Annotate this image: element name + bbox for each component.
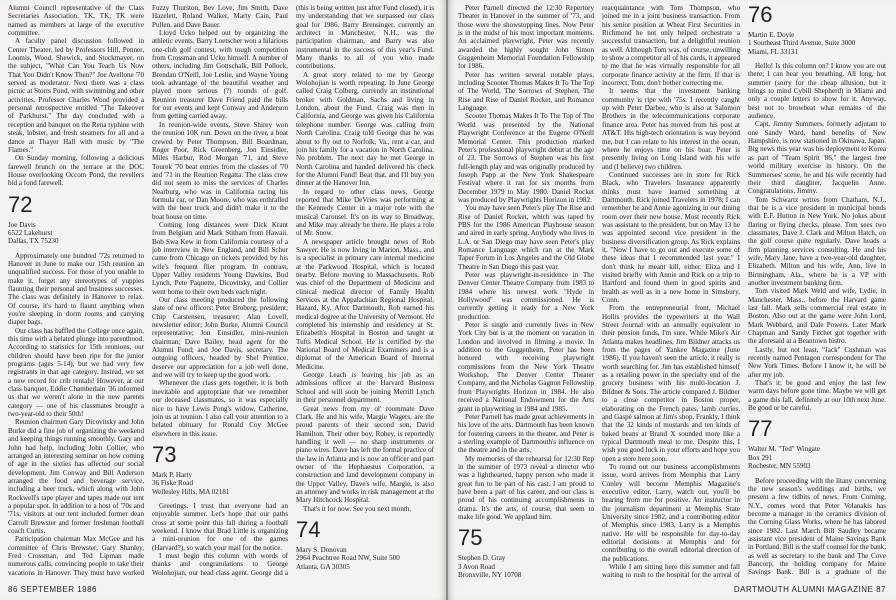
paragraph: Capt. Jimmy Summers, formerly adjutant to one Sandy Ward, hand benefits of New Hampshire, is now stationed in Okinawa, Japan. Big news this year was his deployment to Korea as part of "Team Spirit '86," the largest free world military exercise in history. On the Summerses' scene, he and his wife recently had their third daughter, Jacquelin Anne. Congratulations, Jimmy. [748, 120, 886, 196]
paragraph: Hello! Is this column on? I know you are out there; I can hear you breathing. All long, hot summer (sorry for the cheap allusion, but it brings to mind Cybill Shepherd) in Miami and only a couple letters to show for it. Anyway, best not to browbeat what remains of the audience. [748, 62, 886, 121]
right-column-2 [602, 4, 740, 578]
address-line: Stephen D. Gray [458, 554, 506, 563]
left-column-3 [296, 4, 434, 578]
paragraph: Fuzzy Thurston, Bev Love, Jim Smith, Dave Hazelett, Roland Walker, Marty Cain, Paul Pullen, and Dave Bauer. [152, 4, 288, 29]
address-line: 1 Southeast Third Avenue, Suite 3000 [748, 39, 856, 48]
paragraph: While I am sitting here this summer and fall waiting to rush to the hospital for the arrival of [602, 563, 740, 578]
paragraph: Tom Schwartz writes from Chatham, N.J., that he is a vice president in municipal bonds with E.F. Hutton in New York. No jokes about flaring or flying checks, please. Tom sees two classmates, Dave J. Clark and Milton Hatch, on the golf course quite regularly. Dave heads a firm planning services consulting. He and his wife, Mary Jane, have a two-year-old daughter, Elizabeth. Milton and his wife, Ann, live in Birmingham, Ala., where he is a VP with another investment banking firm. [748, 195, 886, 287]
right-folio: DARTMOUTH ALUMNI MAGAZINE 87 [733, 585, 886, 594]
class-75-address [458, 554, 594, 578]
col3-intro [296, 4, 434, 513]
paragraph: Lastly, but not least, "Jack" Cushman was recently named Pentagon correspondent for The New York Times. Before I know it, he will be after my job. [748, 345, 886, 379]
paragraph: A newspaper article brought news of Rob Sawyer. He is now living in Marion, Mass., and is a specialist in primary care internal medicine at the Parkwood Hospital, which is located nearby. Before moving to Massachusetts, Rob was chief of the Department of Medicine and clinical medical director of Family Health Services at the Appalachian Regional Hospital, Hazard, Ky. After Dartmouth, Rob earned his medical degree at the University of Vermont. He completed his internship and residency at St. Elizabeth's Hospital in Boston and taught at Tufts Medical School. He is certified by the National Board of Medical Examiners and is a diplomat of the American Board of Internal Medicine. [296, 237, 434, 371]
class-73-notes [152, 502, 288, 578]
paragraph: Alumni Council representative of the Class Secretaries Association. TK, TK, TK were named as members at large of the executive committee. [8, 4, 144, 38]
address-line: 3 Avon Road [458, 562, 495, 571]
paragraph: Peter Parnell has made great achievements in his love of the arts. Dartmouth has been known for fostering careers in the theater, and Peter is a sterling example of Dartmouth's influence on the theatre and in the arts. [458, 412, 594, 455]
paragraph: In regard to other class news, George reported that Mike DeVries was performing at the Kennedy Center in a major role with the musical Carousel. It's on its way to Broadway, and Mike may already be there. He plays a role of Mr. Snow. [296, 187, 434, 238]
class-number-76: 76 [748, 4, 773, 27]
left-column-2 [152, 4, 288, 578]
rcol1-intro [458, 4, 594, 521]
paragraph: Approximately one hundred '72s returned to Hanover in June to make our 15th reunion an unqualified success. For those of you unable to make it, forget any stereotypes of yuppies flaunting their personal and business successes. The class was definitely in Hanover to relax. Of course, it's hard to flaunt anything when you're sleeping in dorm rooms and carrying diaper bags. [8, 251, 144, 327]
left-folio: 86 SEPTEMBER 1986 [8, 585, 97, 594]
class-number-77: 77 [748, 416, 773, 442]
paragraph: reacquaintance with Tom Thompson, who joined me in a joint business transaction. From his senior position at Wheat First Securities in Richmond he not only helped orchestrate a successful transaction, but a delightful reunion as well. Although Tom was, of course, unwilling to show a competitor all of his cards, it appeared to me that he was virtually responsible for all corporate finance activity at the firm. If that is incorrect, Tom, don't bother correcting me. [602, 4, 740, 88]
paragraph: Peter Parnell directed the 12:30 Repertory Theater in Hanover in the summer of '73, and those were the showstopping lines. Now Peter is in the midst of his most important moments. An acclaimed playwright, Peter was recently awarded the highly sought John Simon Guggenheim Memorial Foundation Fellowship for 1986. [458, 4, 594, 71]
class-number-75: 75 [458, 525, 483, 551]
paragraph: Our class meeting produced the following slate of new officers: Peter Broberg, president; Chip Carstensen, treasurer; Alan Lovell, newsletter editor; John Burke, Alumni Council representative; Jon Einsidler, mini-reunion chairman; Dave Bailey, head agent for the Alumni Fund; and Joe Davis, secretary. The outgoing officers, headed by Shel Prentice, deserve our appreciation for a job well done, and we will try to keep up the good work. [152, 296, 288, 380]
class-73-address [152, 471, 288, 496]
left-column-1 [8, 4, 144, 578]
class-76-notes [748, 62, 886, 412]
rcol2-body [602, 4, 740, 578]
paragraph [296, 577, 434, 578]
class-74-address [296, 546, 434, 571]
paragraph: Before proceeding with the litany concerning the new season's weddings and births, we present a few tidbits of news. From Corning, N.Y., comes word that Peter Volanakis has become a manager in the ceramics division of the Corning Glass Works, where he has labored since 1982. Last March Bill Saudley became assistant vice president of Maine Savings Bank in Portland. Bill is the staff counsel for the bank, as well as secretary to the bank and The Cove Bancorp, the holding company for Maine Savings Bank. Bill is a graduate of the [748, 476, 886, 577]
paragraph: A faculty panel discussion followed in Center Theater, led by Professors Hill, Penner, Loomis, Wood, Shewick, and Stockmayer, on the subject, "What Can You Teach Us Now That You Didn't Know Then?" Joe Avellone '70 served as moderator. Next there was a class picnic at Storrs Pond, with swimming and other activities. Professor Charles Wood provided a personal retrospective entitled "The Takeover of Parkhurst." The day concluded with a reception and banquet on the Rena typhine with steak, lobster, and fresh steamers for all and a dance at Thayer Hall with music by "The Flames." [8, 37, 144, 154]
paragraph: Coming long distances were Dick Krant from Belgium and Mark Stitham from Hawaii. Bob Swa Kew in from California courtesy of a job interview in New England, and Bill Schur came from Chicago on tickets provided by his wife's frequent flier program. In contrast, Upper Valley residents Young Dawkins, Bud Lynch, Pete Paquette, Dicovitsky, and Collier went home to their own beds each night. [152, 220, 288, 296]
right-column-3 [748, 4, 886, 578]
class-72-notes [8, 252, 144, 578]
address-line: Wellesley Hills, MA 02181 [152, 487, 230, 496]
paragraph: A great story related to me by George Wolohojian is worth repeating. In June George called Craig Colberg, currently an institutional broker with Goldman, Sachs and living in London, about the Fund. Craig was then in California, and George was given his California telephone number. George was calling from North Carolina. Craig told George that he was about to fly out to Norfolk, Va., rent a car, and join his family for a vacation in North Carolina. No problem. The next day he met George in North Carolina and handed delivered his check for the Alumni Fund! Beat that, and I'll buy you dinner at the Hanover Inn. [296, 70, 434, 188]
class-74-notes [296, 577, 434, 578]
class-number-74: 74 [296, 516, 321, 542]
paragraph: George Leach is leaving his job as an admissions officer at the Harvard Business School and will soon be joining Merrill Lynch in their personnel department. [296, 371, 434, 405]
paragraph: That's it for now. See you next month. [303, 504, 412, 513]
paragraph: Scooter Thomas Makes It To The Top of The World was presented by the National Playwright Conference at the Eugene O'Neill Memorial Center. This production marked Peter's professional playwright debut at the age of 23. The Sorrows of Stephen was his first full-length play and was originally produced by Joseph Papp at the New York Shakespeare Festival where it ran for six months from December 1979 to May 1980. Daniel Rocket was produced by Playwrights Horizon in 1982. [458, 112, 594, 204]
address-line: Walter M. "Ted" Wingate [748, 445, 821, 454]
left-page [0, 0, 446, 600]
right-page [448, 0, 896, 600]
paragraph: Peter has written several notable plays, including Scooter Thomas Makes It To The Top of The World, The Sorrows of Stephen, The Rise and Rise of Daniel Rocket, and Romance Language. [458, 70, 594, 113]
address-line: Atlanta, GA 30305 [296, 562, 350, 571]
class-77-address [748, 445, 886, 470]
address-line: Martin E. Doyle [748, 31, 795, 39]
paragraph: In reunion-wide events, Steve Shirey won the reunion 10K run. Down on the river, a boat crewed by Peter Thompson, Bill Boardman, Roger Poor, Rick Greenberg, Jon Einsidler, Miles Harbur, Rod Morgan '71, and Steve Tourek '70 beat entries from the classes of '70 and '71 in the Reunion Regatta. The class crew did not seem to miss the services of Charles Nearburg, who was in California racing his formula car, or Dan Moore, who was enthralled with the beer truck and didn't make it to the boat house on time. [152, 120, 288, 221]
address-line: 36 Fiske Road [152, 479, 193, 488]
address-line: Dallas, TX 75230 [8, 237, 59, 246]
class-76-address [748, 31, 886, 56]
class-77-notes [748, 477, 886, 579]
paragraph: You may have seen Peter's play The Rise and Rise of Daniel Rocket, which was taped by PBS for the 1986 American Playhouse season and aired in early spring. Anybody who lives in L.A. or San Diego may have seen Peter's play Romance Language which ran at the Mark Taper Forum in Los Angeles and the Old Globe Theatre in San Diego this past year. [458, 204, 594, 271]
paragraph: Greetings. I trust that everyone had an enjoyable summer. Let's hope that our paths cross at some point this fall during a football weekend. I know that Brad Little is organizing a mini-reunion for one of the games (Harvard?), so watch your mail for the notice. [152, 501, 288, 552]
right-column-1 [458, 4, 594, 578]
address-line: Bronxville, NY 10708 [458, 571, 522, 578]
paragraph: It seems that the investment banking community is ripe with '75s. I recently caught up with Peter Darbee, who is also at Salomon Brothers in the telecommunications corporate finance area. Peter has moved from his post at AT&T. His high-tech orientation is way beyond me, but I can relate to his interest in the ocean, where he enjoys time on his boat. Peter is presently living on Long Island with his wife and (I believe) two children. [602, 87, 740, 171]
paragraph: Great news from my ol' roommate Dave Clark. He and his wife, Margie Wagers, are the proud parents of their second son, David Hamilton. Their other boy, Robey, is reportedly handling it well — no sharp instruments or piano wires. Dave has left the formal practice of the law in Atlanta and is now an officer and part owner of the Hephaestus Corporation, a construction and land development company in the Upper Valley. Dave's wife, Margie, is also an attorney and works in risk management at the Mary Hitchcock Hospital. [296, 404, 434, 505]
paragraph: Participation chairman Max McGee and his committee of Chris Brewster, Gary Shanley, Fred Crossman, and Ted Lipman made numerous calls, convincing people to take their vacations in Hanover. They must have worked [8, 535, 144, 577]
address-line: 2964 Peachtree Road NW, Suite 500 [296, 554, 400, 563]
address-line: Joe Davis [8, 220, 36, 229]
paragraph: I must begin this column with words of thanks and congratulations to George Wolohojian, our head class agent. George did a [152, 551, 288, 577]
address-line: Box 291 [748, 453, 773, 462]
paragraph: From the entrepreneurial front, Michael Hollis provides the typewriters at the Wall Street Journal with an annually equivalent to their pension funds, I'm sure. While Mike's Air Atlanta makes headlines, Jim Bildner attacks us from the pages of Yankee Magazine (June 1986). If you haven't seen the article, it really is worth searching for. Jim has established himself as a retailing power in the specialty end of the grocery business with his multi-location J. Bildner & Sons. The article compared J. Bildner to a close competitor in Boston proper, elaborating on the French pates, lamb curries, and Gaspé salmon at Jim's shop. Frankly, I think that the 32 kinds of mustards and ten kinds of baked beans at Brand X sounded more like a typical Dartmouth meal to me. Despite this, I wish you good luck in your efforts and hope you open a store here soon. [602, 304, 740, 463]
paragraph: Whenever the class gets together, it is both inevitable and appropriate that we remember our deceased classmates, so it was especially nice to have Lewis Pong's widow, Catherine, join us at reunion. I also call your attention to a belated obituary for Ronald Coy McGee elsewhere in this issue. [152, 379, 288, 438]
paragraph: Lloyd Ucko helped out by organizing the athletic events. Barry Loetscher won a hilarious one-club golf contest, with tough competition from Crossman and Ucko himself. A number of others, including Jim Gottschalk, Bill Pollock, Brendan O'Neill, Joe Leslie, and Wayne Young took advantage of the beautiful weather and played more serious (?) rounds of golf. Reunion treasurer Dave Friend paid the bills for our events and kept Conway and Anderson from getting carried away. [152, 29, 288, 121]
paragraph: To round out our business accomplishments issue, word arrives from Memphis that Larry Conley will become Memphis Magazine's executive editor. Larry, watch out, you'll be hearing from me for positive. An instructor in the journalism department at Memphis State University since 1982, and a contributing editor of Memphis since 1983, Larry is a Memphis native. He will be responsible for day-to-day editorial decisions at Memphis and for contributing to the overall editorial direction of the publications. [602, 462, 740, 563]
class-72-address [8, 221, 144, 246]
paragraph: That's it; be good and enjoy the last few warm days before gone time. Maybe we will get a game this fall, definitely at our 10th next June. Be good or be careful. [748, 379, 886, 413]
col2-intro [152, 4, 288, 438]
paragraph: Tom visited Mark Weld and wife, Lydie, in Manchester, Mass., before the Harvard game last fall. Mark sells commercial real estate in Boston. Also out at the game were John Lord, Mark Webbard, and Dale Powers. Later Mark Chapman and Sandy Fitchet got together with the aforesaid at a Beantown bistro. [748, 287, 886, 346]
paragraph: Reunion chairmen Gary Dicovitsky and John Burke did a fine job of organizing the weekend and keeping things running smoothly. Gary and John had help, including John Collier, who arranged an interesting seminar on how coming of age in the sixties has affected our social development. Jim Conway and Bill Anderson arranged the food and beverage service, including a beer truck, which along with John Rockwell's tape player and tapes made our tent a popular spot. In addition to a host of '70s and '71s, visitors at our tent included former dean Carroll Brewster and former freshman football coach Curtis. [8, 418, 144, 535]
class-number-73: 73 [152, 441, 177, 467]
paragraph: Continued successes are in store for Rick Black, who Travelers Insurance apparently thinks must have learned something at Dartmouth. Rick joined Travelers in 1978; I can remember he and Annie agonizing in our dining room over their new house. Most recently Rick was assistant to the president, but on May 13 he was appointed second vice president in the business diversification group. As Rick explains it, "Now I have to go out and execute some of these ideas that I recommended last year." I don't think he meant kill, either. Eliza and I visited briefly with Annie and Rick on a trip to Hartford and found them in good spirits and health as well as in a new home in Simsbury, Conn. [602, 170, 740, 305]
paragraph: (this is being written just after Fund closed), it is my understanding that we surpassed our class goal for 1986. Barry Brensinger, currently an architect in Manchester, N.H., was the participation chairman, and Barry was also instrumental in the success of this year's Fund. Many thanks to all of you who made contributions. [296, 4, 434, 71]
address-line: Rochester, MN 55903 [748, 462, 811, 471]
address-line: 6522 Lakehurst [8, 228, 53, 237]
col1-intro [8, 4, 144, 188]
address-line: Mark P. Harty [152, 470, 192, 479]
paragraph: My memories of the rehearsal for 12:30 Rep in the summer of 1973 reveal a director who was a lighthearted, happy person who made it great fun to be part of his cast. I am proud to have been a part of his career, and our class is proud of his continuing accomplishments in drama. It's the arts, of course, that seem to make life good. We applaud him. [458, 454, 594, 521]
paragraph: Our class has baffled the College once again, this time with a belated plunge into parenthood. According to statistics for 15th reunions, our children should have been ripe for the junior programs (ages 5-14), but we had very few registrants in that age category. Instead, we set a new record for crib rentals! However, at our class banquet, Eddie Chamberlain '36 informed us that we weren't alone in the new parents category — one of his classmates brought a two-year-old to their 50th! [8, 326, 144, 419]
class-number-72: 72 [8, 191, 33, 217]
paragraph: On Sunday morning, following a delicious farewell brunch on the terrace at the DOC House overlooking Occom Pond, the revellers bid a fond farewell. [8, 154, 144, 188]
paragraph: Peter is single and currently lives in New York City but is at the moment on vacation in London and involved in filming a movie. In addition to the Guggenheim, Peter has been honored with receiving playwright commissions from the New York Theatre Workshop, The Denver Center Theater Company, and the Nicholas Gagnon Fellowship from Playwrights Horizon in 1984. He also received a National Endowment for the Arts grant in playwriting in 1984 and 1985. [458, 321, 594, 413]
address-line: Miami, FL 33131 [748, 47, 798, 56]
address-line: Mary S. Donovan [296, 545, 347, 554]
paragraph: Peter was playwright-in-residence in The Denver Center Theatre Company from 1983 to 1984 where his newest work "Hyde in Hollywood" was commissioned. He is currently getting it ready for a New York production. [458, 271, 594, 321]
